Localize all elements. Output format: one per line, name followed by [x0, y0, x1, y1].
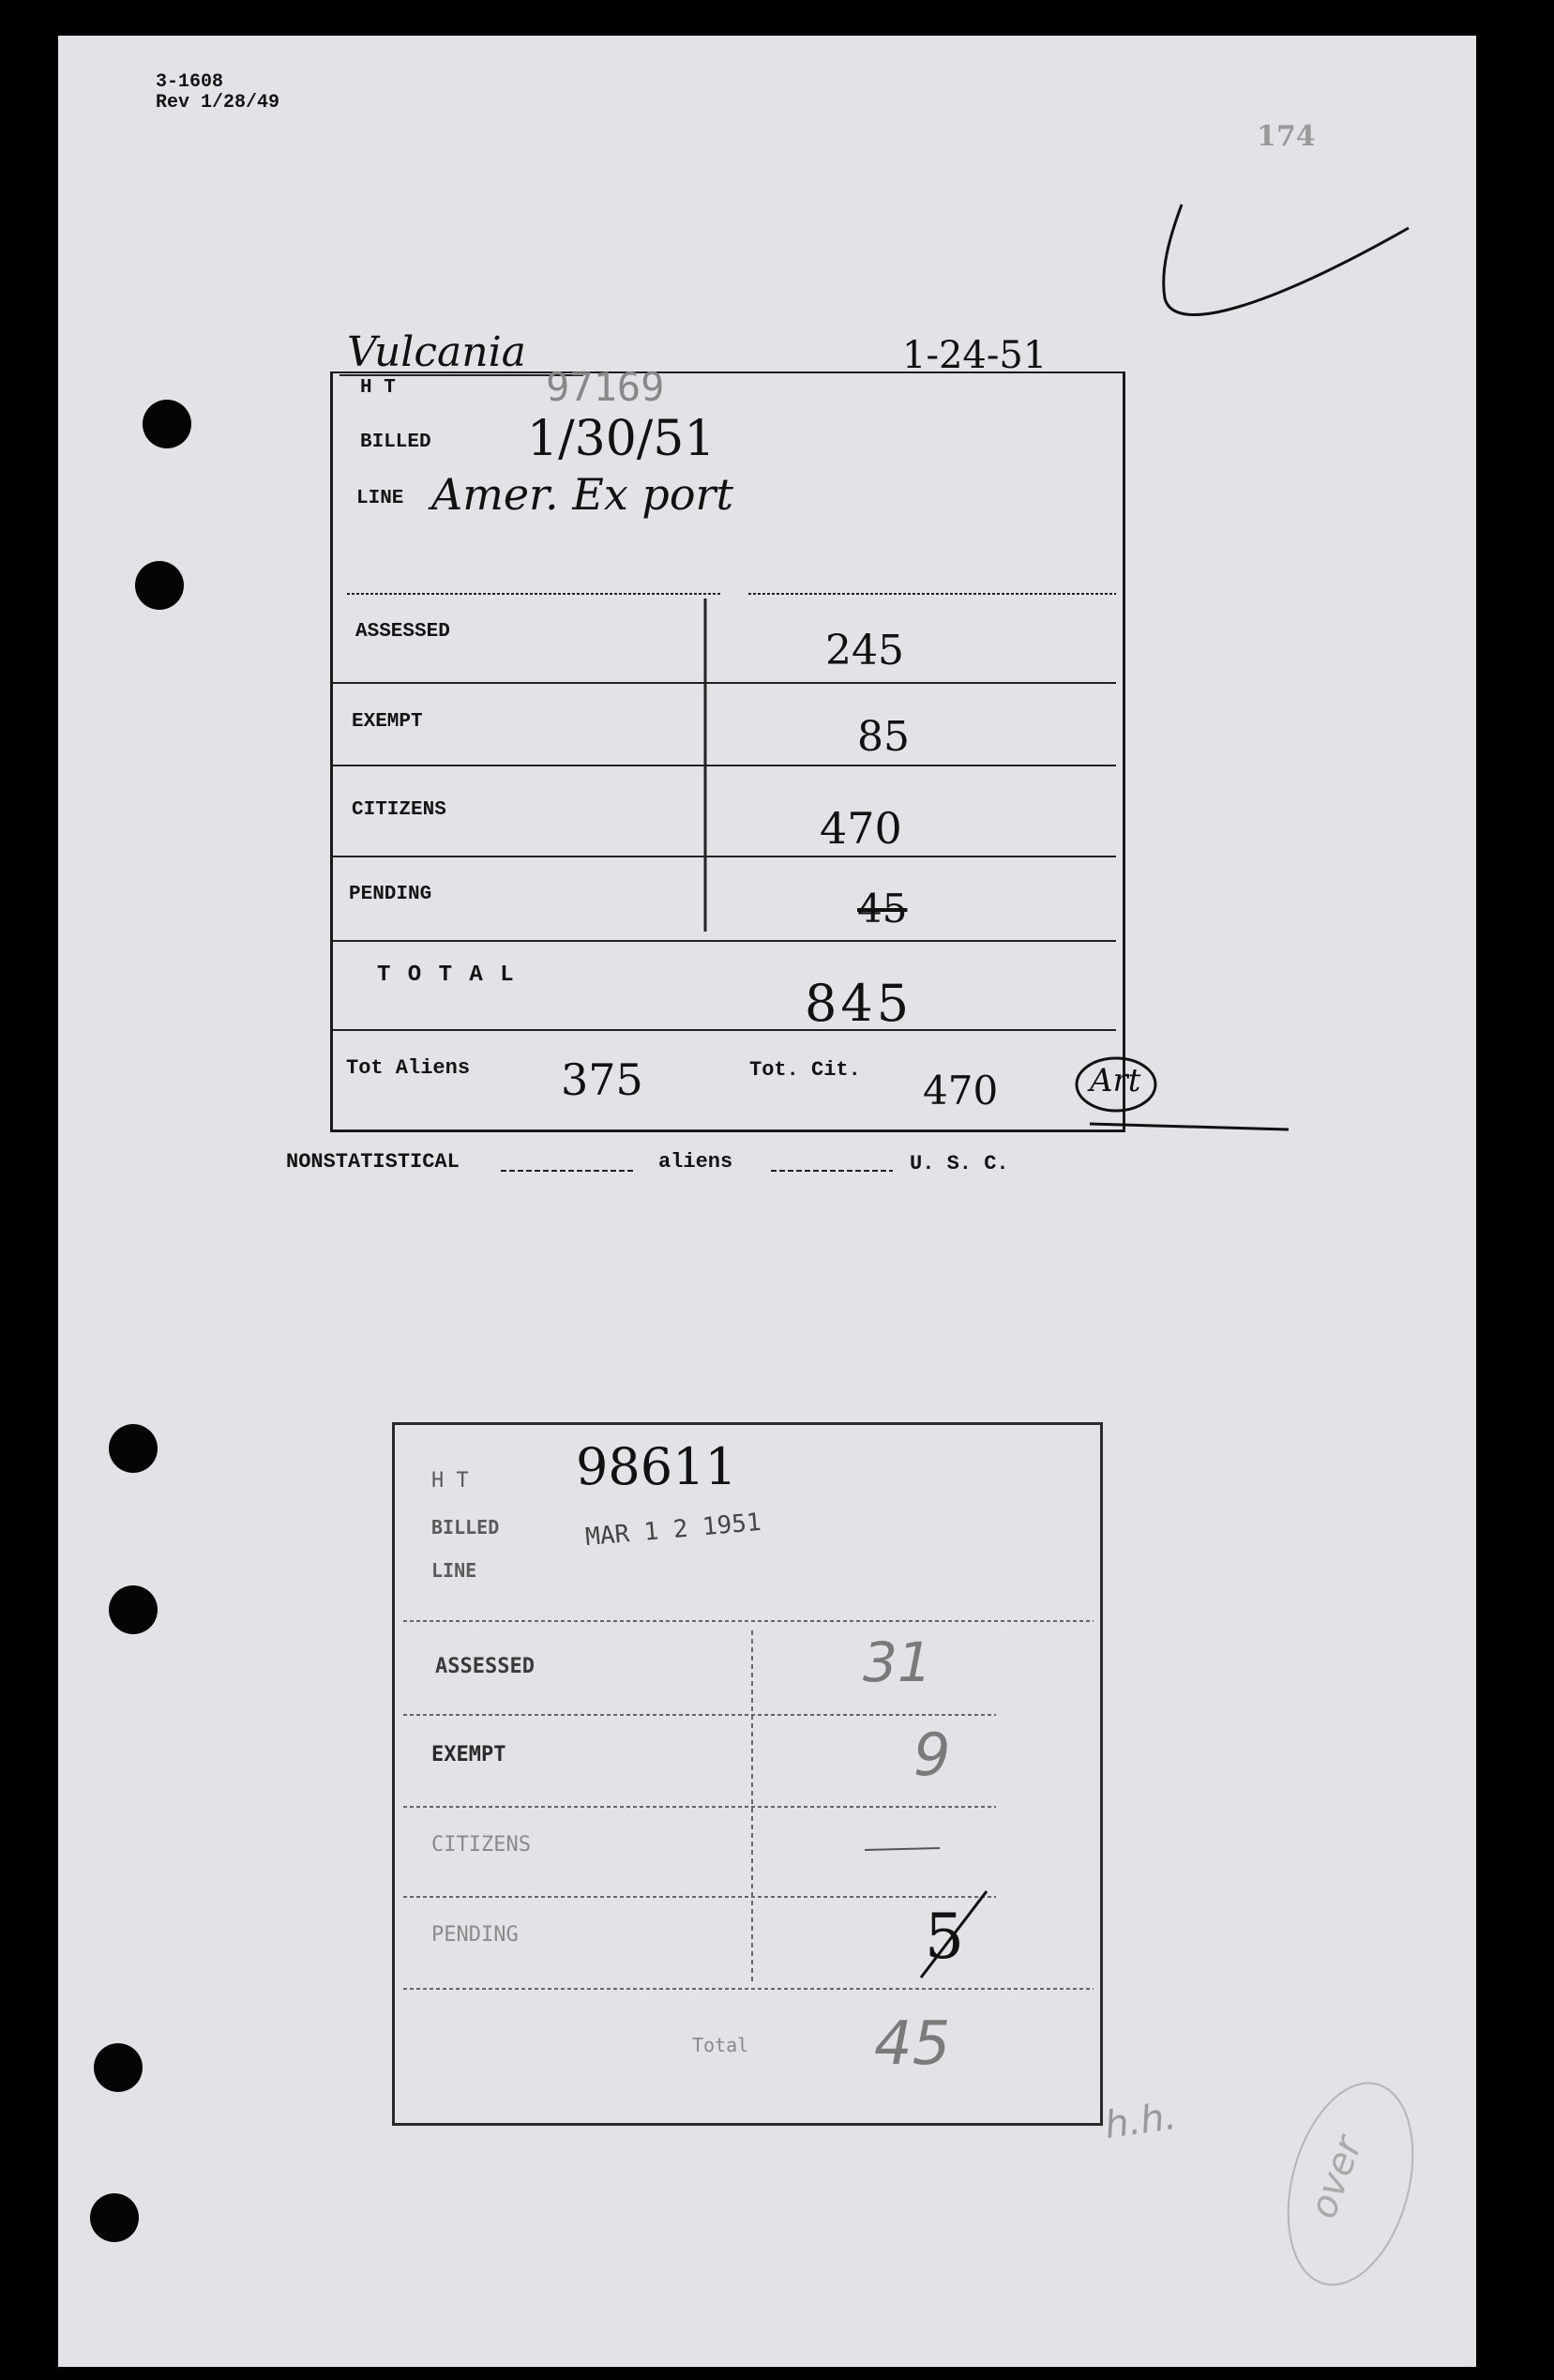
- card2-ht-label: H T: [431, 1469, 469, 1493]
- document-page: [58, 36, 1476, 2367]
- nonstatistical-label: NONSTATISTICAL: [286, 1150, 460, 1174]
- row-label-pending: PENDING: [349, 884, 432, 905]
- row-label-assessed: ASSESSED: [355, 621, 450, 643]
- row-value-citizens: 470: [820, 803, 902, 854]
- row-label-citizens: CITIZENS: [352, 799, 446, 821]
- card2-total-label: Total: [692, 2034, 749, 2056]
- card2-ht-number: 98611: [576, 1437, 737, 1496]
- margin-initials: h.h.: [1102, 2094, 1179, 2148]
- billed-label: BILLED: [360, 432, 431, 453]
- card2-row-value-pending: 5: [925, 1901, 964, 1973]
- total-value: 845: [805, 974, 913, 1033]
- ht-number-stamp: 97169: [546, 364, 665, 410]
- row-label-exempt: EXEMPT: [352, 711, 423, 733]
- card2-row-value-exempt: 9: [913, 1721, 951, 1789]
- row-value-assessed: 245: [825, 627, 904, 675]
- tot-aliens-value: 375: [561, 1054, 643, 1105]
- circled-note: over: [1301, 2130, 1371, 2224]
- card2-row-value-assessed: 31: [863, 1630, 932, 1694]
- tot-cit-value: 470: [923, 1068, 999, 1114]
- nonstatistical-aliens-label: aliens: [658, 1150, 733, 1174]
- form-revision: Rev 1/28/49: [156, 92, 280, 114]
- card1-initials: Art: [1090, 1062, 1141, 1099]
- card2-billed-label: BILLED: [431, 1516, 500, 1539]
- card2-billed-stamp: MAR 1 2 1951: [584, 1508, 762, 1553]
- line-value: Amer. Ex port: [431, 469, 733, 520]
- form-number: 3-1608: [156, 71, 224, 93]
- nonstatistical-usc-label: U. S. C.: [910, 1152, 1009, 1175]
- arrival-date: 1-24-51: [902, 334, 1048, 377]
- page-number: 174: [1257, 120, 1316, 153]
- card2-row-label-pending: PENDING: [431, 1923, 519, 1947]
- card2-total-value: 45: [874, 2009, 951, 2079]
- row-value-exempt: 85: [857, 713, 910, 761]
- total-label: T O T A L: [377, 963, 516, 988]
- ht-label: H T: [360, 377, 396, 399]
- ship-name: Vulcania: [347, 328, 526, 376]
- row-value-pending: 45: [857, 886, 908, 932]
- billed-date: 1/30/51: [527, 411, 716, 467]
- card2-row-label-exempt: EXEMPT: [431, 1743, 506, 1766]
- tot-cit-label: Tot. Cit.: [749, 1058, 861, 1082]
- card2-row-label-citizens: CITIZENS: [431, 1833, 531, 1857]
- card2-row-label-assessed: ASSESSED: [435, 1655, 535, 1678]
- line-label: LINE: [356, 488, 404, 509]
- tot-aliens-label: Tot Aliens: [346, 1056, 471, 1080]
- circled-note-outline: [58, 36, 1476, 2367]
- card2-line-label: LINE: [431, 1559, 477, 1582]
